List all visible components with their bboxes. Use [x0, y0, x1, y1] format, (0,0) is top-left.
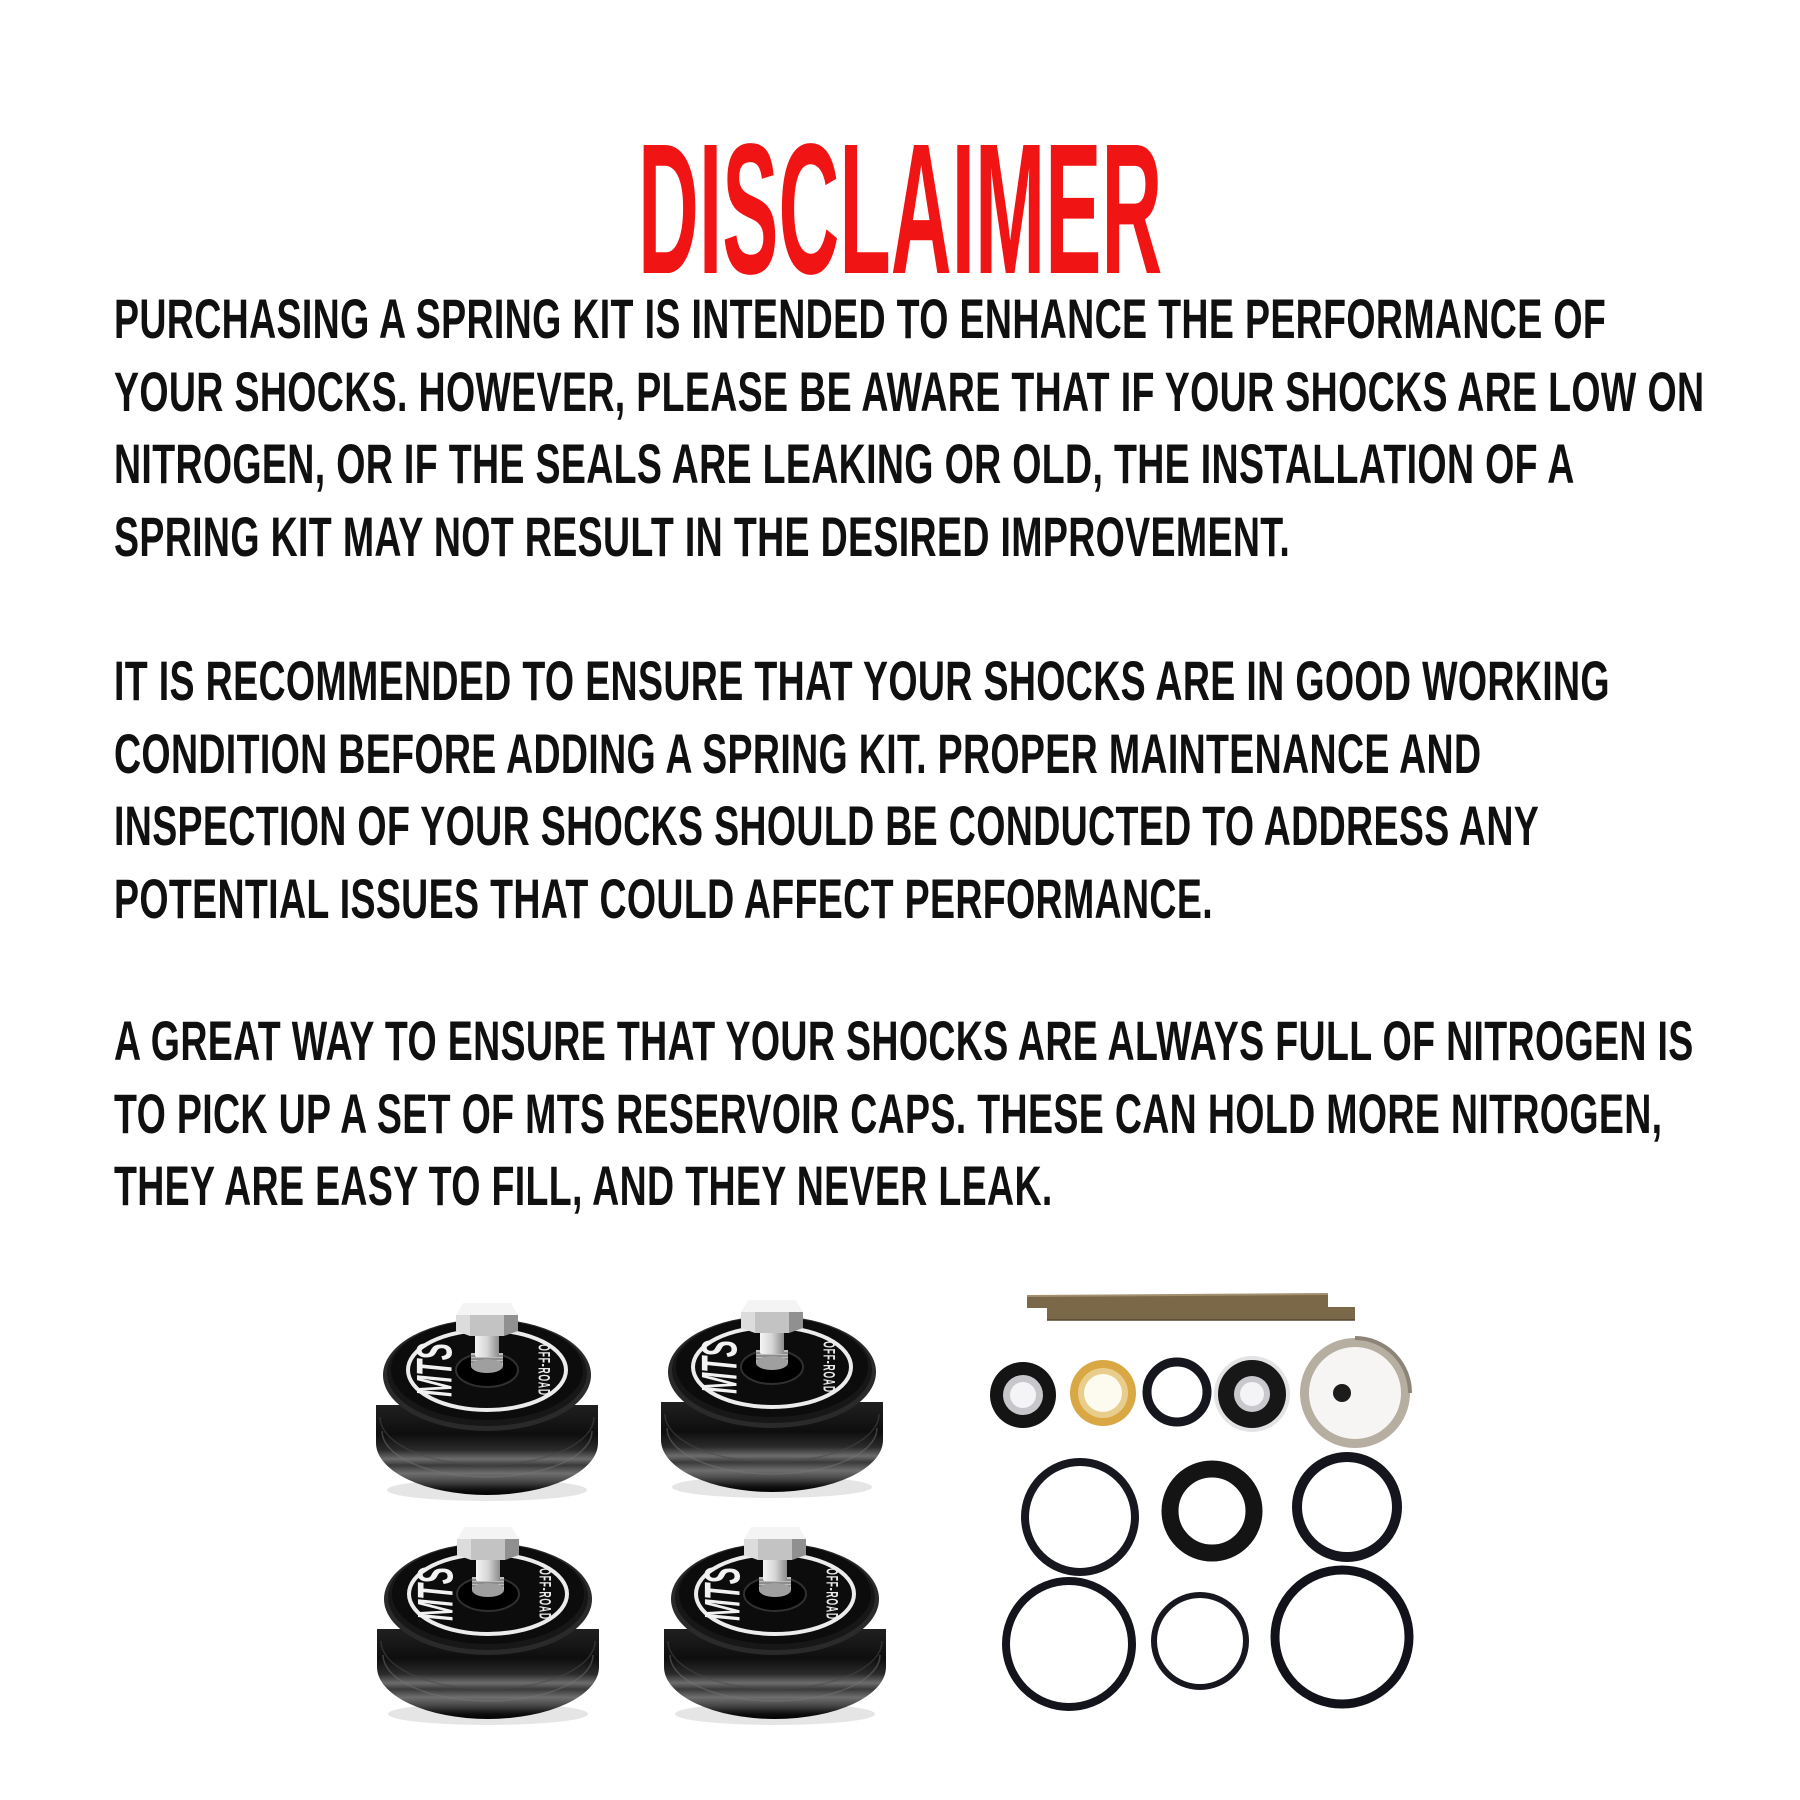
paragraph-reservoir-caps-pitch	[114, 1005, 1694, 1223]
paragraph-line: TO PICK UP A SET OF MTS RESERVOIR CAPS. THESE CAN HOLD MORE NITROGEN,	[114, 1081, 1663, 1145]
seal-kit-o-ring-large-right	[1275, 1570, 1409, 1704]
seal-kit-o-ring-medium-left	[1025, 1462, 1135, 1572]
seal-kit-o-ring-small-bottom	[1154, 1595, 1246, 1687]
reservoir-cap-bottom-right	[664, 1526, 886, 1725]
seal-kit-thick-ring	[1170, 1469, 1254, 1553]
paragraph-line: THEY ARE EASY TO FILL, AND THEY NEVER LEAK.	[114, 1154, 1053, 1217]
seal-kit-wiper-ring	[1300, 1338, 1410, 1448]
paragraph-line: SPRING KIT MAY NOT RESULT IN THE DESIRED IMPROVEMENT.	[114, 504, 1291, 568]
paragraph-line: INSPECTION OF YOUR SHOCKS SHOULD BE CONDUCTED TO ADDRESS ANY	[114, 794, 1540, 857]
reservoir-cap-top-right	[661, 1299, 883, 1498]
seal-kit-u-cup-seal	[1070, 1360, 1136, 1426]
seal-kit-illustration	[980, 1270, 1430, 1720]
page-title: DISCLAIMER	[638, 106, 1163, 313]
paragraph-line: NITROGEN, OR IF THE SEALS ARE LEAKING OR OLD, THE INSTALLATION OF A	[114, 432, 1575, 495]
seal-kit-photo	[980, 1270, 1430, 1720]
paragraph-line: IT IS RECOMMENDED TO ENSURE THAT YOUR SHOCKS ARE IN GOOD WORKING	[114, 649, 1610, 712]
paragraph-maintenance-recommendation	[114, 645, 1610, 935]
paragraph-line: YOUR SHOCKS. HOWEVER, PLEASE BE AWARE THAT IF YOUR SHOCKS ARE LOW ON	[114, 359, 1705, 423]
seal-kit-o-ring-medium-right	[1297, 1457, 1397, 1557]
seal-kit-o-ring-large-left	[1006, 1581, 1132, 1707]
reservoir-caps-photo	[360, 1285, 890, 1735]
paragraph-line: POTENTIAL ISSUES THAT COULD AFFECT PERFORMANCE.	[114, 866, 1213, 930]
reservoir-cap-top-left	[376, 1302, 598, 1501]
seal-kit-small-o-ring	[1147, 1362, 1207, 1422]
seal-kit-rod-seal	[990, 1362, 1056, 1428]
reservoir-caps-illustration	[360, 1285, 890, 1735]
seal-kit-piston-seal	[1214, 1356, 1290, 1432]
paragraph-line: A GREAT WAY TO ENSURE THAT YOUR SHOCKS ARE ALWAYS FULL OF NITROGEN IS	[114, 1009, 1694, 1072]
paragraph-line: CONDITION BEFORE ADDING A SPRING KIT. PROPER MAINTENANCE AND	[114, 721, 1482, 785]
reservoir-cap-bottom-left	[377, 1526, 599, 1725]
paragraph-line: PURCHASING A SPRING KIT IS INTENDED TO ENHANCE THE PERFORMANCE OF	[114, 287, 1607, 350]
paragraph-spring-kit-intent	[114, 283, 1704, 573]
seal-kit-wear-band	[1027, 1294, 1355, 1320]
